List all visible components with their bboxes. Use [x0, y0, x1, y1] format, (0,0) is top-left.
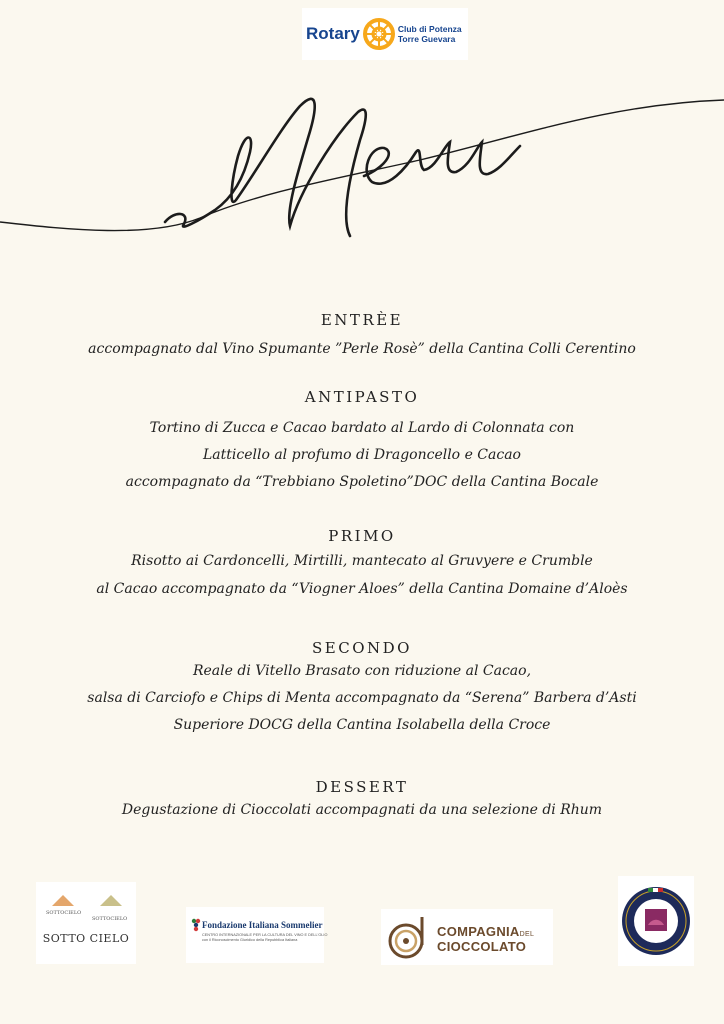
section-entree: [0, 310, 724, 363]
menu-script-title: [0, 60, 724, 270]
rotary-wordmark: Rotary: [306, 24, 360, 43]
section-antipasto: [0, 387, 724, 496]
menu-line: accompagnato dal Vino Spumante ”Perle Rosè” della Cantina Colli Cerentino: [88, 341, 636, 357]
sottocielo-wordmark: SOTTO CIELO: [42, 932, 130, 945]
house-icon: [50, 892, 76, 908]
section-heading: ENTRÈE: [320, 311, 404, 329]
menu-line: Reale di Vitello Brasato con riduzione al Cacao,: [192, 663, 532, 679]
menu-line: accompagnato da “Trebbiano Spoletino”DOC della Cantina Bocale: [125, 474, 599, 490]
section-heading: DESSERT: [315, 778, 409, 796]
grapes-icon: [191, 918, 201, 934]
menu-line: Tortino di Zucca e Cacao bardato al Lardo di Colonnata con: [149, 420, 575, 436]
section-primo: [0, 526, 724, 603]
rotary-wheel-icon: [362, 17, 396, 51]
section-heading: ANTIPASTO: [304, 388, 420, 406]
cdc-line2: CIOCCOLATO: [437, 939, 527, 954]
cocoa-d-icon: [385, 915, 431, 961]
rotary-logo: [302, 8, 468, 60]
menu-line: Latticello al profumo di Dragoncello e Cacao: [203, 447, 521, 463]
cdc-line1: COMPAGNIADEL: [437, 924, 535, 939]
menu-line: Superiore DOCG della Cantina Isolabella della Croce: [173, 717, 551, 733]
menu-line: Degustazione di Cioccolati accompagnati da una selezione di Rhum: [121, 802, 603, 818]
compagnia-cioccolato-logo: [381, 909, 553, 965]
fondazione-sommelier-logo: Fondazione Italiana Sommelier CENTRO INTERNAZIONALE PER LA CULTURA DEL VINO E DELL'OLIO con il Riconoscimento Giuridico della Repubblica Italiana: [186, 907, 324, 963]
menu-line: Risotto ai Cardoncelli, Mirtilli, mantecato al Gruvyere e Crumble: [131, 553, 593, 569]
rotary-club-name: Club di Potenza Torre Guevara: [397, 24, 462, 44]
ueg-italia-seal: [618, 876, 694, 966]
menu-line: salsa di Carciofo e Chips di Menta accompagnato da “Serena” Barbera d’Asti: [87, 690, 637, 706]
sottocielo-logo: SOTTOCIELO SOTTOCIELO SOTTO CIELO: [36, 882, 136, 964]
menu-line: al Cacao accompagnato da “Viogner Aloes” della Cantina Domaine d’Aloès: [96, 581, 628, 597]
section-heading: PRIMO: [328, 527, 396, 545]
section-secondo: [0, 638, 724, 739]
section-dessert: [0, 777, 724, 824]
section-heading: SECONDO: [312, 639, 412, 657]
seal-badge-icon: [618, 876, 694, 966]
house-icon: [98, 892, 124, 908]
